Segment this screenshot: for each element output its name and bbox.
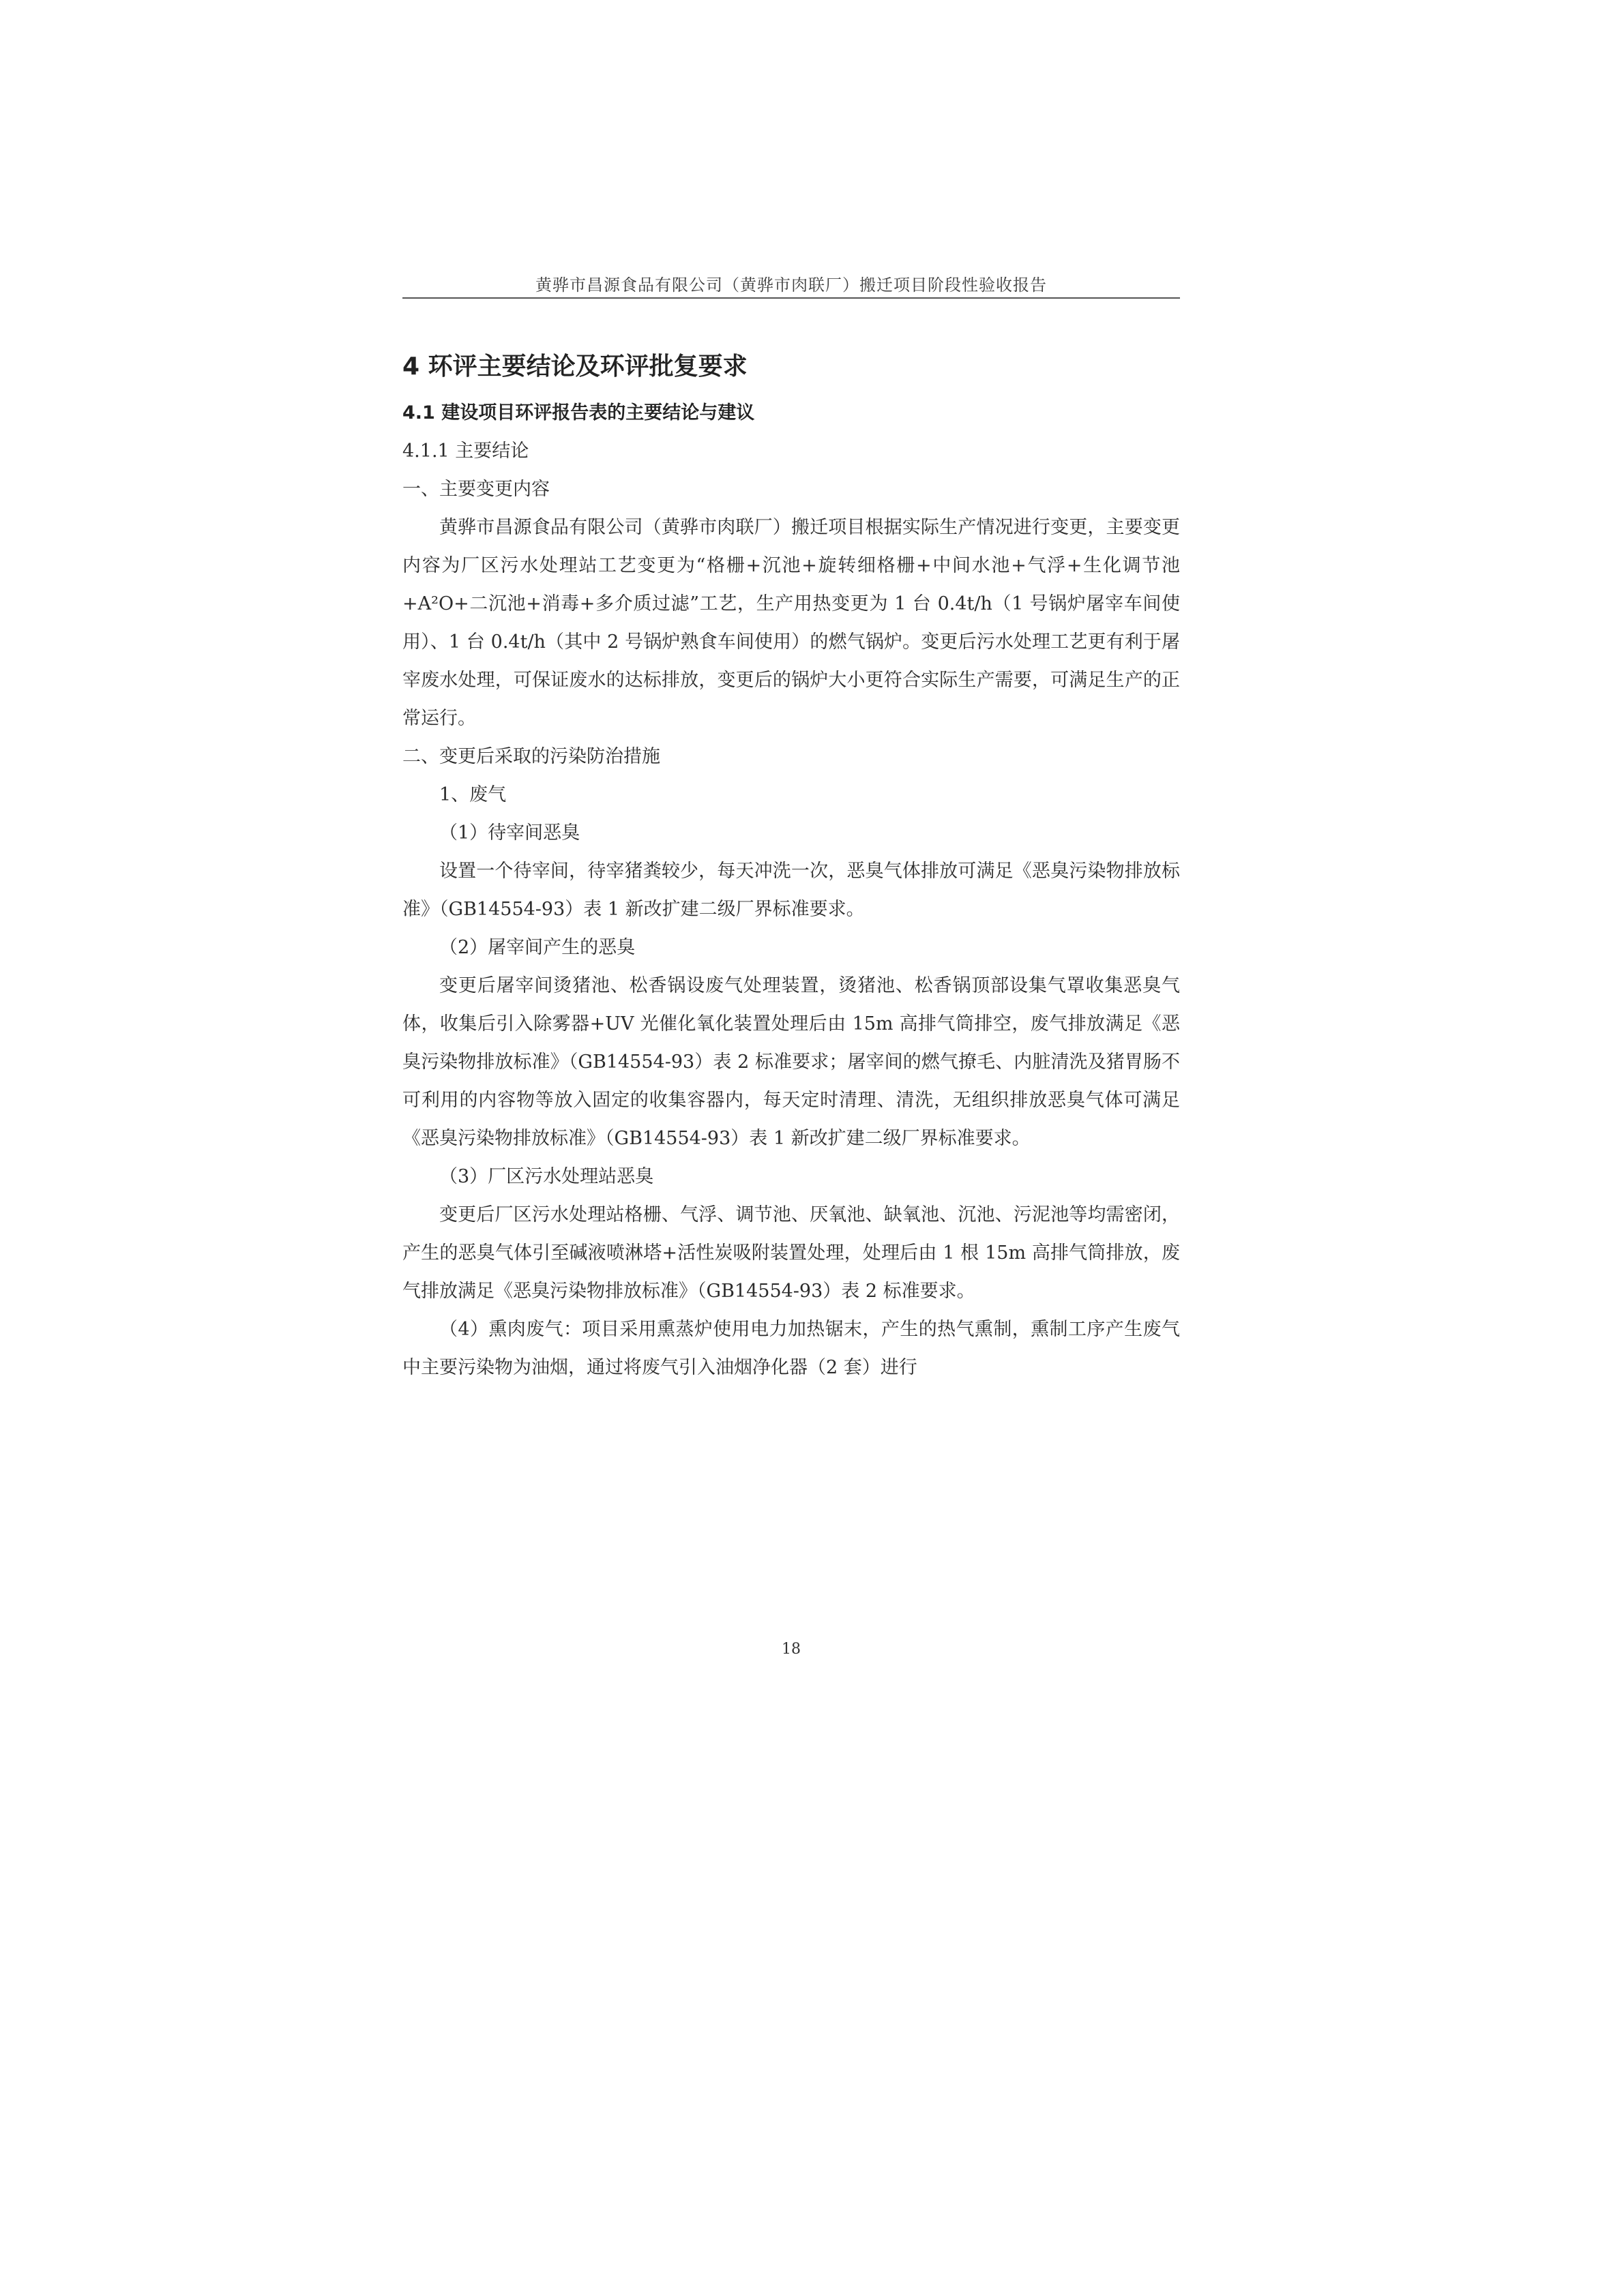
paragraph-wastewater-station-odor: 变更后厂区污水处理站格栅、气浮、调节池、厌氧池、缺氧池、沉池、污泥池等均需密闭，产生的恶臭气体引至碱液喷淋塔+活性炭吸附装置处理，处理后由 1 根 15m 高排气筒排放，废气排放满足《恶臭污染物排放标准》（GB14554-93）表 2 标准要求。 [402,1204,1180,1302]
running-header: 黄骅市昌源食品有限公司（黄骅市肉联厂）搬迁项目阶段性验收报告 [535,275,1047,295]
paragraph-slaughter-odor: 变更后屠宰间烫猪池、松香锅设废气处理装置，烫猪池、松香锅顶部设集气罩收集恶臭气体，收集后引入除雾器+UV 光催化氧化装置处理后由 15m 高排气筒排空，废气排放满足《恶臭污染物排放标准》（GB14554-93）表 2 标准要求；屠宰间的燃气撩毛、内脏清洗及猪胃肠不可利用的内容物等放入固定的收集容器内，每天定时清理、清洗，无组织排放恶臭气体可满足《恶臭污染物排放标准》（GB14554-93）表 1 新改扩建二级厂界标准要求。 [402,975,1180,1149]
page-content [402,349,1180,1387]
page-number: 18 [782,1641,801,1658]
item-waste-gas: 1、废气 [439,784,507,805]
paragraph-main-changes: 黄骅市昌源食品有限公司（黄骅市肉联厂）搬迁项目根据实际生产情况进行变更，主要变更内容为厂区污水处理站工艺变更为“格栅+沉池+旋转细格栅+中间水池+气浮+生化调节池+A²O+二沉池+消毒+多介质过滤”工艺，生产用热变更为 1 台 0.4t/h（1 号锅炉屠宰车间使用）、1 台 0.4t/h（其中 2 号锅炉熟食车间使用）的燃气锅炉。变更后污水处理工艺更有利于屠宰废水处理，可保证废水的达标排放，变更后的锅炉大小更符合实际生产需要，可满足生产的正常运行。 [402,517,1180,729]
item-holding-pen-odor: （1）待宰间恶臭 [439,822,580,844]
item-slaughter-odor: （2）屠宰间产生的恶臭 [439,937,636,958]
item-wastewater-station-odor: （3）厂区污水处理站恶臭 [439,1166,654,1187]
paragraph-holding-pen-odor: 设置一个待宰间，待宰猪粪较少，每天冲洗一次，恶臭气体排放可满足《恶臭污染物排放标准》（GB14554-93）表 1 新改扩建二级厂界标准要求。 [402,861,1180,920]
subsubsection-title: 4.1.1 主要结论 [402,441,529,462]
paragraph-smoked-meat-gas: （4）熏肉废气：项目采用熏蒸炉使用电力加热锯末，产生的热气熏制，熏制工序产生废气中主要污染物为油烟，通过将废气引入油烟净化器（2 套）进行 [402,1319,1180,1378]
header-divider [402,297,1180,299]
subsection-title: 4.1 建设项目环评报告表的主要结论与建议 [402,402,755,423]
section-title: 4 环评主要结论及环评批复要求 [402,353,748,381]
heading-main-changes: 一、主要变更内容 [402,479,550,500]
heading-pollution-measures: 二、变更后采取的污染防治措施 [402,746,660,767]
